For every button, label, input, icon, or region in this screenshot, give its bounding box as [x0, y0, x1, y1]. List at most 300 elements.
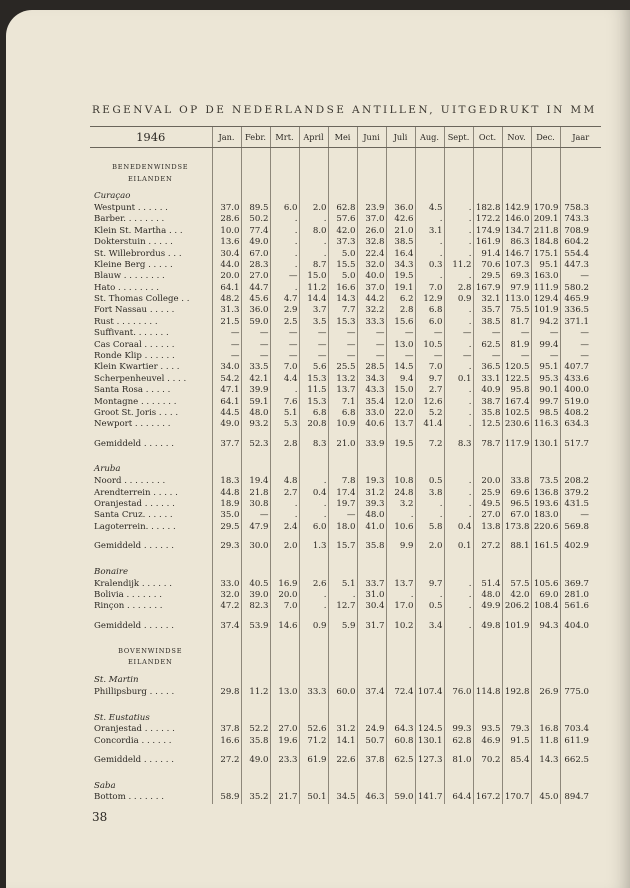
empty-cell: [502, 669, 531, 687]
monthly-value: 12.6: [415, 396, 444, 407]
empty-cell: [270, 185, 299, 203]
monthly-value: 38.5: [386, 237, 415, 248]
annual-total: 554.4: [560, 248, 601, 259]
monthly-value: 24.8: [386, 487, 415, 498]
monthly-value: .: [415, 214, 444, 225]
station-name: Dokterstuin . . . . .: [94, 237, 173, 248]
monthly-value: 4.7: [270, 294, 299, 305]
monthly-value: 111.9: [531, 283, 560, 294]
monthly-value: 29.5: [473, 271, 502, 282]
empty-cell: [357, 669, 386, 687]
monthly-value: 28.3: [241, 260, 270, 271]
monthly-value: 45.0: [531, 792, 560, 803]
empty-cell: [531, 458, 560, 476]
monthly-value: 6.2: [386, 294, 415, 305]
empty-cell: [386, 698, 415, 706]
station-name: Rust . . . . . . . .: [94, 316, 158, 327]
empty-cell: [241, 747, 270, 755]
station-name: Gemiddeld . . . . . .: [94, 541, 174, 552]
monthly-value: 76.0: [444, 687, 473, 698]
monthly-value: 34.0: [212, 362, 241, 373]
monthly-value: 10.8: [386, 476, 415, 487]
monthly-value: 36.5: [473, 362, 502, 373]
monthly-value: —: [270, 351, 299, 362]
monthly-value: 41.0: [357, 522, 386, 533]
monthly-value: .: [444, 590, 473, 601]
monthly-value: 5.8: [415, 522, 444, 533]
island-heading: [90, 185, 601, 203]
monthly-value: 49.8: [473, 621, 502, 632]
monthly-value: —: [270, 339, 299, 350]
empty-cell: [386, 458, 415, 476]
monthly-value: —: [299, 328, 328, 339]
monthly-value: 21.8: [241, 487, 270, 498]
empty-cell: [90, 747, 212, 755]
empty-cell: [241, 657, 270, 668]
monthly-value: 26.0: [357, 226, 386, 237]
empty-cell: [473, 613, 502, 621]
annual-total: 431.5: [560, 499, 601, 510]
monthly-value: —: [444, 328, 473, 339]
monthly-value: 50.2: [241, 214, 270, 225]
empty-cell: [473, 458, 502, 476]
table-row: [90, 724, 601, 735]
empty-cell: [473, 173, 502, 184]
monthly-value: —: [502, 328, 531, 339]
monthly-value: 10.9: [328, 419, 357, 430]
monthly-value: 108.4: [531, 601, 560, 612]
empty-cell: [444, 646, 473, 657]
station-name: St. Thomas College . .: [94, 294, 190, 305]
monthly-value: .: [444, 248, 473, 259]
empty-cell: [502, 632, 531, 646]
empty-cell: [444, 560, 473, 578]
empty-cell: [299, 774, 328, 792]
empty-cell: [328, 698, 357, 706]
monthly-value: 7.6: [270, 396, 299, 407]
empty-cell: [386, 747, 415, 755]
table-row: [90, 237, 601, 248]
empty-cell: [560, 706, 601, 724]
monthly-value: 0.3: [415, 260, 444, 271]
monthly-value: 45.6: [241, 294, 270, 305]
station-name: Rinçon . . . . . . .: [94, 601, 163, 612]
header-month: Juni: [357, 127, 386, 148]
empty-cell: [560, 774, 601, 792]
monthly-value: 32.0: [357, 260, 386, 271]
monthly-value: 59.1: [241, 396, 270, 407]
monthly-value: 32.1: [473, 294, 502, 305]
spacer-row: [90, 766, 601, 774]
empty-cell: [560, 173, 601, 184]
empty-cell: [212, 632, 241, 646]
empty-cell: [270, 747, 299, 755]
island-heading-label: Curaçao: [94, 191, 131, 202]
monthly-value: 0.4: [299, 487, 328, 498]
monthly-value: 49.0: [212, 419, 241, 430]
section-heading-label: BENEDENWINDSE: [112, 163, 189, 172]
monthly-value: 3.1: [415, 226, 444, 237]
monthly-value: 60.0: [328, 687, 357, 698]
empty-cell: [212, 173, 241, 184]
empty-cell: [299, 185, 328, 203]
empty-cell: [241, 766, 270, 774]
monthly-value: 13.2: [328, 374, 357, 385]
monthly-value: 37.8: [212, 724, 241, 735]
monthly-value: 3.2: [386, 499, 415, 510]
empty-cell: [357, 766, 386, 774]
monthly-value: 5.2: [415, 408, 444, 419]
empty-cell: [502, 698, 531, 706]
monthly-value: 6.8: [415, 305, 444, 316]
header-annual: Jaar: [560, 127, 601, 148]
monthly-value: 28.5: [357, 362, 386, 373]
monthly-value: 35.2: [241, 792, 270, 803]
empty-cell: [560, 533, 601, 541]
empty-cell: [357, 747, 386, 755]
monthly-value: 8.3: [444, 439, 473, 450]
monthly-value: 49.0: [241, 755, 270, 766]
section-heading: [90, 657, 601, 668]
empty-cell: [560, 613, 601, 621]
monthly-value: .: [415, 590, 444, 601]
station-name: Gemiddeld . . . . . .: [94, 755, 174, 766]
empty-cell: [328, 766, 357, 774]
empty-cell: [328, 646, 357, 657]
empty-cell: [502, 774, 531, 792]
empty-cell: [473, 560, 502, 578]
annual-total: —: [560, 339, 601, 350]
empty-cell: [415, 450, 444, 458]
table-row: [90, 362, 601, 373]
empty-cell: [212, 185, 241, 203]
monthly-value: 37.7: [212, 439, 241, 450]
monthly-value: —: [241, 351, 270, 362]
table-row: [90, 687, 601, 698]
empty-cell: [502, 560, 531, 578]
empty-cell: [386, 646, 415, 657]
empty-cell: [473, 552, 502, 560]
empty-cell: [560, 698, 601, 706]
spacer-row: [90, 450, 601, 458]
spacer-row: [90, 431, 601, 439]
monthly-value: 2.0: [299, 203, 328, 214]
station-name: Klein St. Martha . . .: [94, 225, 183, 236]
monthly-value: —: [444, 351, 473, 362]
monthly-value: —: [241, 328, 270, 339]
monthly-value: 95.1: [531, 260, 560, 271]
monthly-value: —: [415, 351, 444, 362]
monthly-value: 2.4: [270, 522, 299, 533]
empty-cell: [444, 552, 473, 560]
monthly-value: 71.2: [299, 735, 328, 746]
monthly-value: 7.7: [328, 305, 357, 316]
empty-cell: [444, 173, 473, 184]
monthly-value: 13.7: [386, 419, 415, 430]
monthly-value: 97.9: [502, 283, 531, 294]
monthly-value: .: [444, 317, 473, 328]
annual-total: 407.7: [560, 362, 601, 373]
empty-cell: [415, 560, 444, 578]
monthly-value: 11.5: [299, 385, 328, 396]
empty-cell: [502, 747, 531, 755]
monthly-value: 91.5: [502, 735, 531, 746]
monthly-value: 81.7: [502, 317, 531, 328]
monthly-value: 35.8: [241, 735, 270, 746]
monthly-value: 18.3: [212, 476, 241, 487]
monthly-value: —: [212, 351, 241, 362]
empty-cell: [444, 458, 473, 476]
station-name: Concordia . . . . . .: [94, 735, 172, 746]
empty-cell: [212, 669, 241, 687]
monthly-value: .: [299, 237, 328, 248]
annual-total: 447.3: [560, 260, 601, 271]
monthly-value: 5.3: [270, 419, 299, 430]
monthly-value: 209.1: [531, 214, 560, 225]
annual-total: 743.3: [560, 214, 601, 225]
station-name: Cas Coraal . . . . . .: [94, 339, 175, 350]
annual-total: 634.3: [560, 419, 601, 430]
empty-cell: [531, 747, 560, 755]
monthly-value: .: [444, 510, 473, 521]
header-month: Dec.: [531, 127, 560, 148]
empty-cell: [502, 173, 531, 184]
monthly-value: 40.9: [473, 385, 502, 396]
empty-cell: [212, 431, 241, 439]
empty-cell: [299, 669, 328, 687]
empty-cell: [241, 774, 270, 792]
monthly-value: 91.4: [473, 248, 502, 259]
monthly-value: —: [386, 328, 415, 339]
monthly-value: .: [270, 510, 299, 521]
empty-cell: [415, 552, 444, 560]
monthly-value: —: [328, 339, 357, 350]
monthly-value: 38.5: [473, 317, 502, 328]
monthly-value: 99.7: [531, 396, 560, 407]
monthly-value: —: [212, 339, 241, 350]
station-name: Westpunt . . . . . .: [94, 202, 168, 213]
monthly-value: 5.1: [270, 408, 299, 419]
empty-cell: [90, 613, 212, 621]
monthly-value: .: [299, 601, 328, 612]
monthly-value: 33.1: [473, 374, 502, 385]
station-name: Barber. . . . . . . .: [94, 214, 165, 225]
monthly-value: 78.7: [473, 439, 502, 450]
monthly-value: 39.0: [241, 590, 270, 601]
table-row: [90, 328, 601, 339]
monthly-value: 141.7: [415, 792, 444, 803]
monthly-value: 20.0: [212, 271, 241, 282]
monthly-value: .: [270, 385, 299, 396]
monthly-value: —: [357, 351, 386, 362]
table-row: [90, 578, 601, 589]
empty-cell: [415, 747, 444, 755]
monthly-value: 33.3: [357, 317, 386, 328]
empty-cell: [415, 669, 444, 687]
monthly-value: 20.8: [299, 419, 328, 430]
empty-cell: [473, 747, 502, 755]
monthly-value: 31.2: [328, 724, 357, 735]
monthly-value: 27.0: [270, 724, 299, 735]
monthly-value: 33.7: [357, 578, 386, 589]
spacer-row: [90, 698, 601, 706]
monthly-value: 21.5: [212, 317, 241, 328]
empty-cell: [299, 747, 328, 755]
monthly-value: 142.9: [502, 203, 531, 214]
monthly-value: 38.7: [473, 396, 502, 407]
monthly-value: 12.5: [473, 419, 502, 430]
empty-cell: [241, 458, 270, 476]
empty-cell: [90, 450, 212, 458]
empty-cell: [560, 646, 601, 657]
monthly-value: .: [444, 476, 473, 487]
monthly-value: 46.9: [473, 735, 502, 746]
monthly-value: 15.7: [328, 541, 357, 552]
section-heading-label: EILANDEN: [127, 658, 173, 667]
empty-cell: [386, 706, 415, 724]
empty-cell: [299, 173, 328, 184]
monthly-value: .: [415, 510, 444, 521]
empty-cell: [241, 552, 270, 560]
monthly-value: —: [270, 271, 299, 282]
empty-cell: [299, 646, 328, 657]
empty-cell: [444, 162, 473, 173]
empty-cell: [357, 431, 386, 439]
monthly-value: 86.3: [502, 237, 531, 248]
empty-cell: [502, 450, 531, 458]
monthly-value: 21.7: [270, 792, 299, 803]
empty-cell: [560, 450, 601, 458]
monthly-value: —: [241, 510, 270, 521]
empty-cell: [531, 646, 560, 657]
monthly-value: —: [357, 339, 386, 350]
monthly-value: 58.9: [212, 792, 241, 803]
monthly-value: —: [386, 351, 415, 362]
monthly-value: 10.2: [386, 621, 415, 632]
monthly-value: 49.9: [473, 601, 502, 612]
empty-cell: [357, 162, 386, 173]
monthly-value: 69.6: [502, 487, 531, 498]
monthly-value: 82.3: [241, 601, 270, 612]
monthly-value: 33.0: [357, 408, 386, 419]
annual-total: 519.0: [560, 396, 601, 407]
annual-total: 402.9: [560, 541, 601, 552]
monthly-value: 42.0: [502, 590, 531, 601]
monthly-value: 9.9: [386, 541, 415, 552]
monthly-value: 93.2: [241, 419, 270, 430]
empty-cell: [212, 533, 241, 541]
empty-cell: [531, 431, 560, 439]
empty-cell: [473, 774, 502, 792]
annual-total: 371.1: [560, 317, 601, 328]
monthly-value: .: [444, 385, 473, 396]
monthly-value: 14.5: [386, 362, 415, 373]
empty-cell: [299, 148, 328, 163]
empty-cell: [357, 458, 386, 476]
section-heading: [90, 173, 601, 184]
station-name: Arendterrein . . . . .: [94, 487, 178, 498]
empty-cell: [270, 162, 299, 173]
monthly-value: 44.5: [212, 408, 241, 419]
empty-cell: [502, 533, 531, 541]
monthly-value: 81.0: [444, 755, 473, 766]
header-month: Febr.: [241, 127, 270, 148]
table-row: [90, 487, 601, 498]
monthly-value: 34.3: [357, 374, 386, 385]
monthly-value: 44.8: [212, 487, 241, 498]
monthly-value: 6.0: [299, 522, 328, 533]
monthly-value: 172.2: [473, 214, 502, 225]
empty-cell: [212, 560, 241, 578]
empty-cell: [328, 173, 357, 184]
empty-cell: [473, 669, 502, 687]
empty-cell: [473, 706, 502, 724]
header-month: Juli: [386, 127, 415, 148]
empty-cell: [357, 632, 386, 646]
station-name: Blauw . . . . . . . .: [94, 271, 165, 282]
table-row: [90, 317, 601, 328]
monthly-value: 40.5: [241, 578, 270, 589]
monthly-value: 94.2: [531, 317, 560, 328]
monthly-value: 8.0: [299, 226, 328, 237]
table-row: [90, 522, 601, 533]
station-name: Santa Rosa . . . . .: [94, 385, 171, 396]
monthly-value: 7.0: [270, 362, 299, 373]
monthly-value: —: [473, 351, 502, 362]
monthly-value: 167.2: [473, 792, 502, 803]
annual-total: 379.2: [560, 487, 601, 498]
empty-cell: [90, 431, 212, 439]
empty-cell: [444, 747, 473, 755]
monthly-value: 42.0: [328, 226, 357, 237]
monthly-value: —: [531, 328, 560, 339]
empty-cell: [560, 185, 601, 203]
empty-cell: [531, 560, 560, 578]
table-row: [90, 476, 601, 487]
station-name: Gemiddeld . . . . . .: [94, 438, 174, 449]
empty-cell: [473, 148, 502, 163]
monthly-value: 35.7: [473, 305, 502, 316]
monthly-value: 20.0: [270, 590, 299, 601]
empty-cell: [212, 747, 241, 755]
monthly-value: .: [444, 408, 473, 419]
monthly-value: 192.8: [502, 687, 531, 698]
island-heading: [90, 669, 601, 687]
monthly-value: 60.8: [386, 735, 415, 746]
monthly-value: 72.4: [386, 687, 415, 698]
annual-total: 662.5: [560, 755, 601, 766]
empty-cell: [299, 552, 328, 560]
empty-cell: [357, 698, 386, 706]
monthly-value: .: [444, 499, 473, 510]
empty-cell: [241, 533, 270, 541]
empty-cell: [270, 632, 299, 646]
monthly-value: 206.2: [502, 601, 531, 612]
empty-cell: [299, 450, 328, 458]
monthly-value: 193.6: [531, 499, 560, 510]
monthly-value: 163.0: [531, 271, 560, 282]
monthly-value: 48.0: [241, 408, 270, 419]
header-month: Jan.: [212, 127, 241, 148]
monthly-value: 75.5: [502, 305, 531, 316]
station-name: Noord . . . . . . . .: [94, 476, 166, 487]
empty-cell: [212, 162, 241, 173]
empty-cell: [531, 766, 560, 774]
empty-cell: [90, 766, 212, 774]
empty-cell: [328, 560, 357, 578]
annual-total: 894.7: [560, 792, 601, 803]
monthly-value: 2.7: [415, 385, 444, 396]
